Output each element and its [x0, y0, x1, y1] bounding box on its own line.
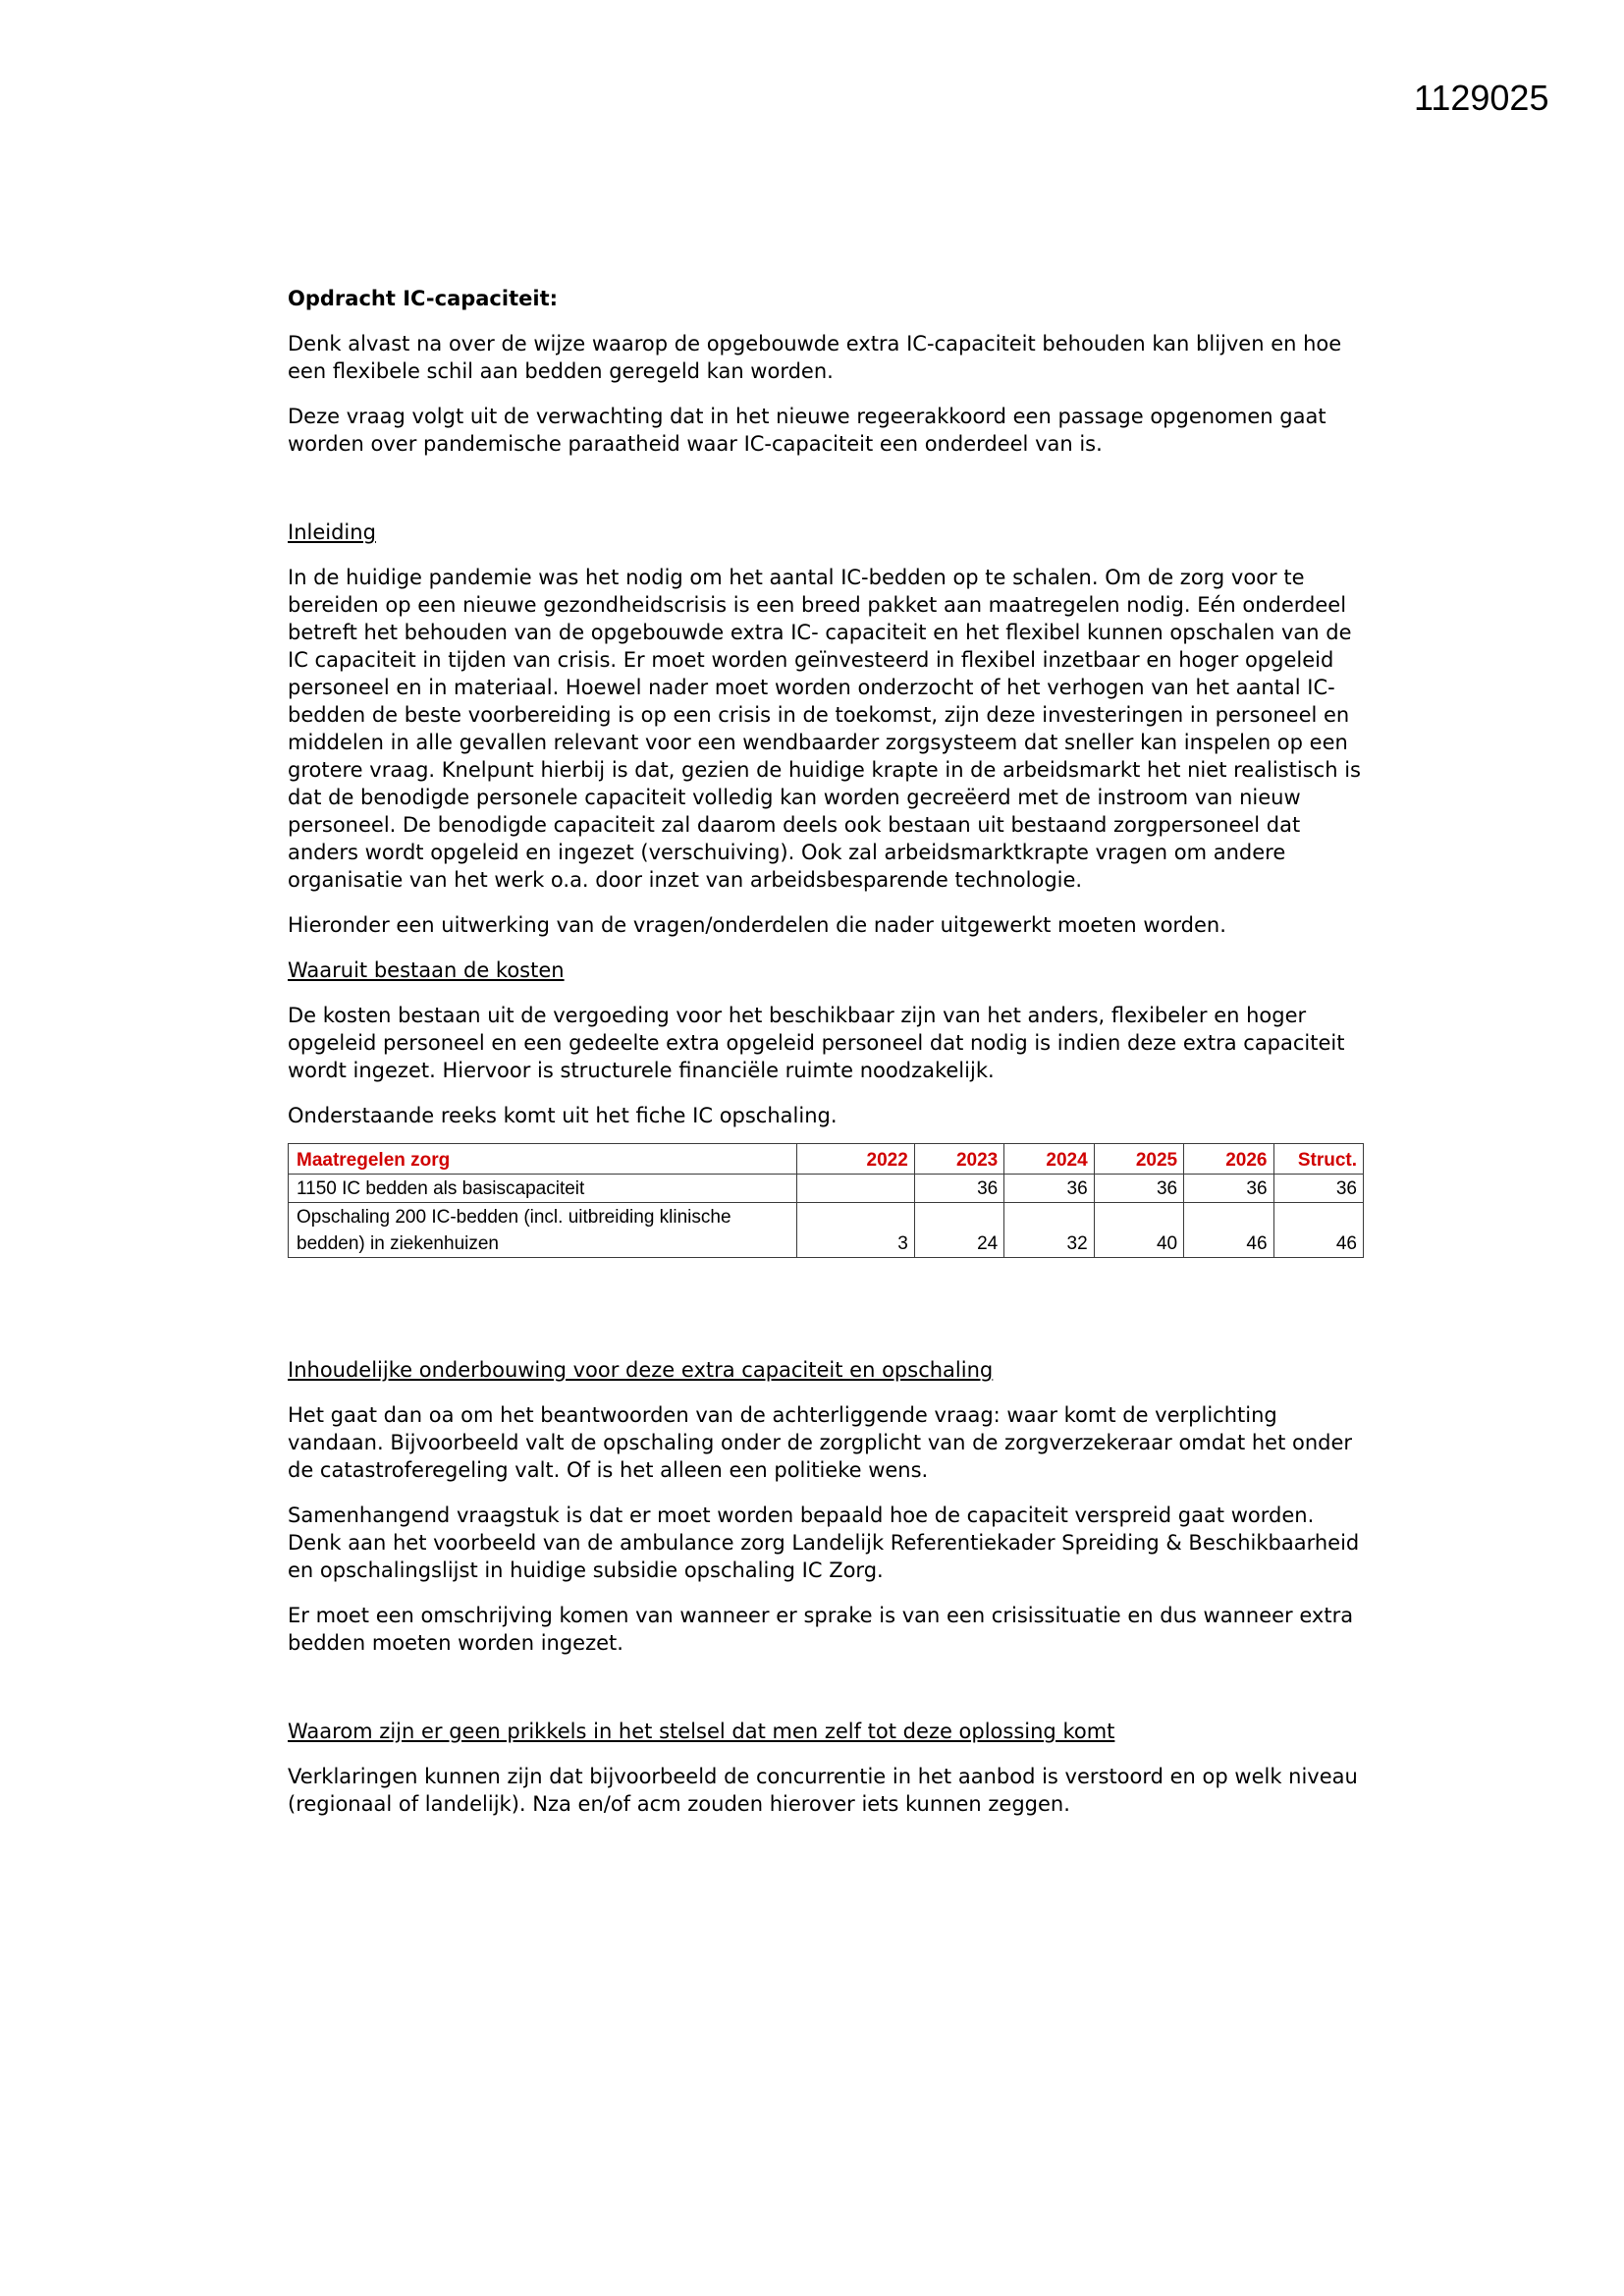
table-cell: 46 — [1184, 1203, 1273, 1258]
table-cell: 36 — [1004, 1175, 1094, 1203]
onderbouwing-paragraph-1: Het gaat dan oa om het beantwoorden van de achterliggende vraag: waar komt de verplichting vandaan. Bijvoorbeeld valt de opschaling onder de zorgplicht van de zorgverzekeraar omdat het onder de catastroferegeling valt. Of is het alleen een politieke wens. — [288, 1403, 1353, 1482]
table-row — [289, 1203, 1364, 1258]
intro-paragraph-2: Deze vraag volgt uit de verwachting dat in het nieuwe regeerakkoord een passage opgenomen gaat worden over pandemische paraatheid waar IC-capaciteit een onderdeel van is. — [288, 405, 1326, 456]
table-cell: 46 — [1273, 1203, 1363, 1258]
table-row — [289, 1175, 1364, 1203]
section-heading-prikkels: Waarom zijn er geen prikkels in het stelsel dat men zelf tot deze oplossing komt — [288, 1720, 1115, 1743]
table-cell: 36 — [914, 1175, 1003, 1203]
table-row-label: 1150 IC bedden als basiscapaciteit — [289, 1175, 797, 1203]
kosten-paragraph-1: De kosten bestaan uit de vergoeding voor het beschikbaar zijn van het anders, flexibeler en hoger opgeleid personeel en een gedeelte extra opgeleid personeel dat nodig is indien deze extra capaciteit wordt ingezet. Hiervoor is structurele financiële ruimte noodzakelijk. — [288, 1004, 1345, 1082]
table-cell: 3 — [797, 1203, 915, 1258]
table-cell: 36 — [1184, 1175, 1273, 1203]
table-cell — [797, 1175, 915, 1203]
document-id-number: 1129025 — [1414, 78, 1549, 118]
table-header-cell: 2025 — [1094, 1144, 1183, 1175]
onderbouwing-paragraph-2: Samenhangend vraagstuk is dat er moet worden bepaald hoe de capaciteit verspreid gaat worden. Denk aan het voorbeeld van de ambulance zorg Landelijk Referentiekader Spreiding & Beschikbaarheid en opschalingslijst in huidige subsidie opschaling IC Zorg. — [288, 1503, 1360, 1582]
table-cell: 32 — [1004, 1203, 1094, 1258]
cost-table — [288, 1143, 1364, 1258]
table-cell: 36 — [1094, 1175, 1183, 1203]
table-header-row — [289, 1144, 1364, 1175]
section-heading-kosten: Waaruit bestaan de kosten — [288, 958, 565, 982]
inleiding-paragraph-2: Hieronder een uitwerking van de vragen/onderdelen die nader uitgewerkt moeten worden. — [288, 913, 1226, 937]
table-header-cell: Struct. — [1273, 1144, 1363, 1175]
section-heading-inleiding: Inleiding — [288, 520, 376, 544]
kosten-paragraph-2: Onderstaande reeks komt uit het fiche IC opschaling. — [288, 1104, 838, 1127]
table-cell: 40 — [1094, 1203, 1183, 1258]
table-header-cell: 2026 — [1184, 1144, 1273, 1175]
table-row-label: Opschaling 200 IC-bedden (incl. uitbreiding klinische bedden) in ziekenhuizen — [289, 1203, 797, 1258]
table-cell: 36 — [1273, 1175, 1363, 1203]
onderbouwing-paragraph-3: Er moet een omschrijving komen van wanneer er sprake is van een crisissituatie en dus wanneer extra bedden moeten worden ingezet. — [288, 1604, 1354, 1655]
document-title: Opdracht IC-capaciteit: — [288, 287, 558, 310]
table-header-cell: 2022 — [797, 1144, 915, 1175]
intro-paragraph-1: Denk alvast na over de wijze waarop de opgebouwde extra IC-capaciteit behouden kan blijven en hoe een flexibele schil aan bedden geregeld kan worden. — [288, 332, 1342, 383]
prikkels-paragraph-1: Verklaringen kunnen zijn dat bijvoorbeeld de concurrentie in het aanbod is verstoord en op welk niveau (regionaal of landelijk). Nza en/of acm zouden hierover iets kunnen zeggen. — [288, 1765, 1358, 1816]
table-header-cell: Maatregelen zorg — [289, 1144, 797, 1175]
table-header-cell: 2023 — [914, 1144, 1003, 1175]
table-header-cell: 2024 — [1004, 1144, 1094, 1175]
document-body — [288, 285, 1368, 1818]
table-cell: 24 — [914, 1203, 1003, 1258]
inleiding-paragraph-1: In de huidige pandemie was het nodig om het aantal IC-bedden op te schalen. Om de zorg voor te bereiden op een nieuwe gezondheidscrisis is een breed pakket aan maatregelen nodig. Eén onderdeel betreft het behouden van de opgebouwde extra IC- capaciteit en het flexibel kunnen opschalen van de IC capaciteit in tijden van crisis. Er moet worden geïnvesteerd in flexibel inzetbaar en hoger opgeleid personeel en in materiaal. Hoewel nader moet worden onderzocht of het verhogen van het aantal IC-bedden de beste voorbereiding is op een crisis in de toekomst, zijn deze investeringen in personeel en middelen in alle gevallen relevant voor een wendbaarder zorgsysteem dat sneller kan inspelen op een grotere vraag. Knelpunt hierbij is dat, gezien de huidige krapte in de arbeidsmarkt het niet realistisch is dat de benodigde personele capaciteit volledig kan worden gecreëerd met de instroom van nieuw personeel. De benodigde capaciteit zal daarom deels ook bestaan uit bestaand zorgpersoneel dat anders wordt opgeleid en ingezet (verschuiving). Ook zal arbeidsmarktkrapte vragen om andere organisatie van het werk o.a. door inzet van arbeidsbesparende technologie. — [288, 566, 1361, 892]
section-heading-onderbouwing: Inhoudelijke onderbouwing voor deze extra capaciteit en opschaling — [288, 1358, 994, 1382]
